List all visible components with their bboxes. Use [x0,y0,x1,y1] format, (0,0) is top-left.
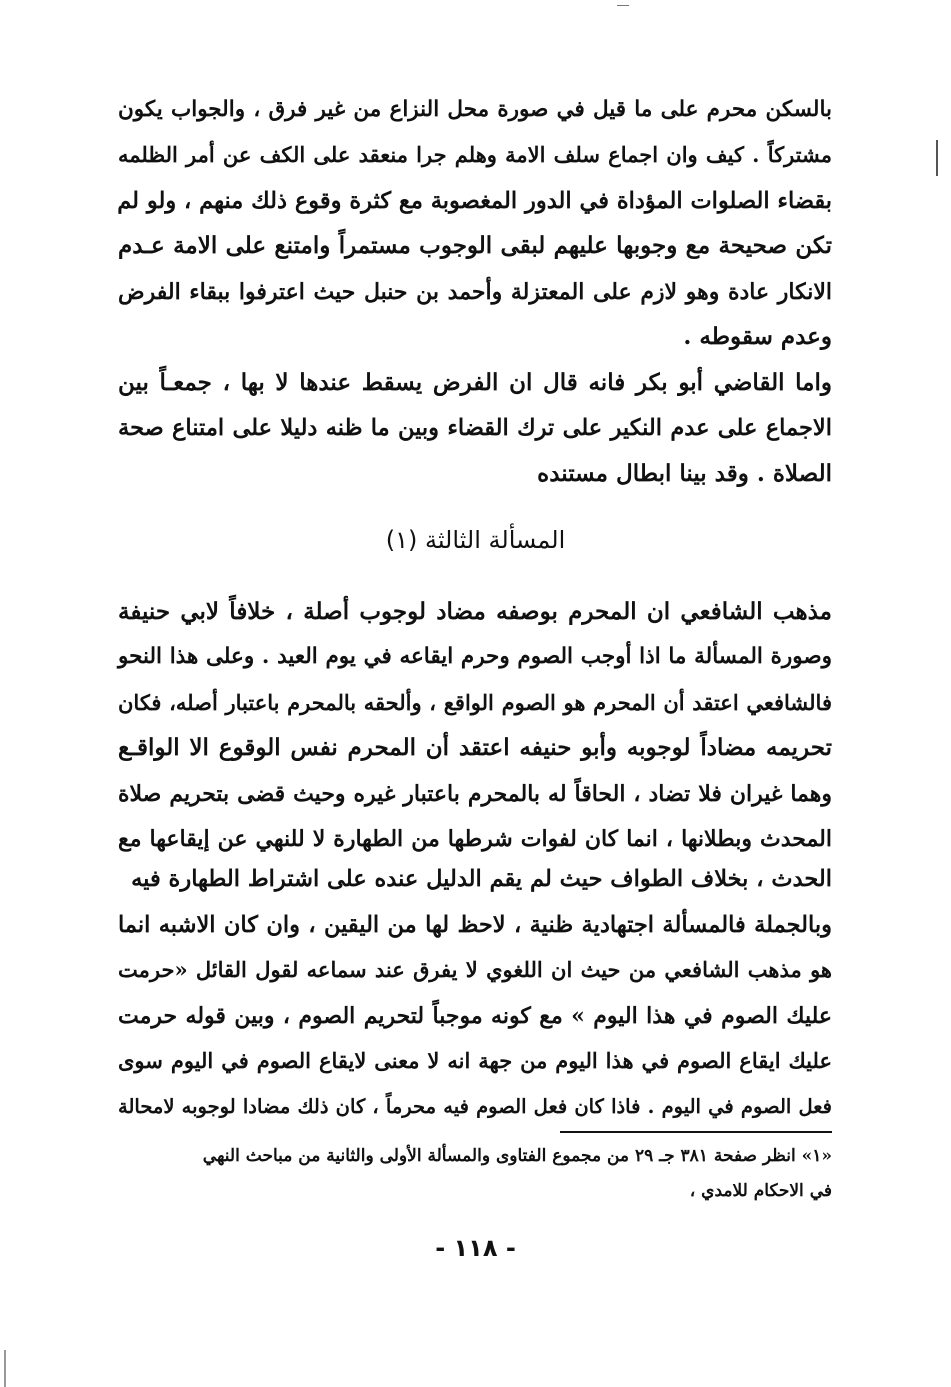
body-line: واما القاضي أبو بكر فانه قال ان الفرض يسقط عندها لا بها ، جمعـاً بين [118,369,832,396]
body-line: مذهب الشافعي ان المحرم بوصفه مضاد لوجوب أصلة ، خلافاً لابي حنيفة [118,598,832,625]
body-line: الانكار عادة وهو لازم على المعتزلة وأحمد بن حنبل حيث اعترفوا ببقاء الفرض [118,279,832,305]
body-line: هو مذهب الشافعي من حيث ان اللغوي لا يفرق عند سماعه لقول القائل «حرمت [118,957,832,982]
footnote-line: في الاحكام للامدي ، [689,1181,832,1201]
scan-mark-right [936,140,942,176]
footnote-line: «١» انظر صفحة ٣٨١ جـ ٢٩ من مجموع الفتاوى والمسألة الأولى والثانية من مباحث النهي [202,1146,832,1166]
body-line: عليك الصوم في هذا اليوم » مع كونه موجباً لتحريم الصوم ، وبين قوله حرمت [118,1003,832,1029]
body-line: الاجماع على عدم النكير على ترك القضاء وبين ما ظنه دليلا على امتناع صحة [118,415,832,441]
body-line: وعدم سقوطه . [683,323,832,350]
body-line: وبالجملة فالمسألة اجتهادية ظنية ، لاحظ لها من اليقين ، وان كان الاشبه انما [118,912,832,938]
body-line: وهما غيران فلا تضاد ، الحاقاً له بالمحرم باعتبار غيره وحيث قضى بتحريم صلاة [118,781,832,807]
body-line: وصورة المسألة ما اذا أوجب الصوم وحرم ايقاعه في يوم العيد . وعلى هذا النحو [118,644,832,669]
body-line: مشتركاً . كيف وان اجماع سلف الامة وهلم جرا منعقد على الكف عن أمر الظلمه [118,142,832,167]
body-line: بقضاء الصلوات المؤداة في الدور المغصوبة مع كثرة وقوع ذلك منهم ، ولو لم [117,188,832,214]
footnote-rule [560,1131,832,1133]
body-line: عليك ايقاع الصوم في هذا اليوم من جهة انه لا معنى لايقاع الصوم في اليوم سوى [118,1048,832,1073]
scan-mark-bottom-left [4,1350,6,1387]
body-line: بالسكن محرم على ما قيل في صورة محل النزاع من غير فرق ، والجواب يكون [118,97,832,122]
body-line: تكن صحيحة مع وجوبها عليهم لبقى الوجوب مستمراً وامتنع على الامة عـدم [118,232,832,259]
body-line: فالشافعي اعتقد أن المحرم هو الصوم الواقع ، وألحقه بالمحرم باعتبار أصله، فكان [118,690,832,715]
body-line: الحدث ، بخلاف الطواف حيث لم يقم الدليل عنده على اشتراط الطهارة فيه [131,866,832,892]
scan-mark-top [617,0,629,6]
page-number: - ١١٨ - [435,1234,516,1262]
body-line: المحدث وبطلانها ، انما كان لفوات شرطها من الطهارة لا للنهي عن إيقاعها مع [118,826,832,852]
body-line: تحريمه مضاداً لوجوبه وأبو حنيفه اعتقد أن المحرم نفس الوقوع الا الواقـع [118,734,832,761]
section-heading: المسألة الثالثة (١) [385,526,566,554]
body-line: فعل الصوم في اليوم . فاذا كان فعل الصوم فيه محرماً ، كان ذلك مضادا لوجوبه لامحالة [118,1095,832,1118]
body-line: الصلاة . وقد بينا ابطال مستنده [537,460,832,487]
